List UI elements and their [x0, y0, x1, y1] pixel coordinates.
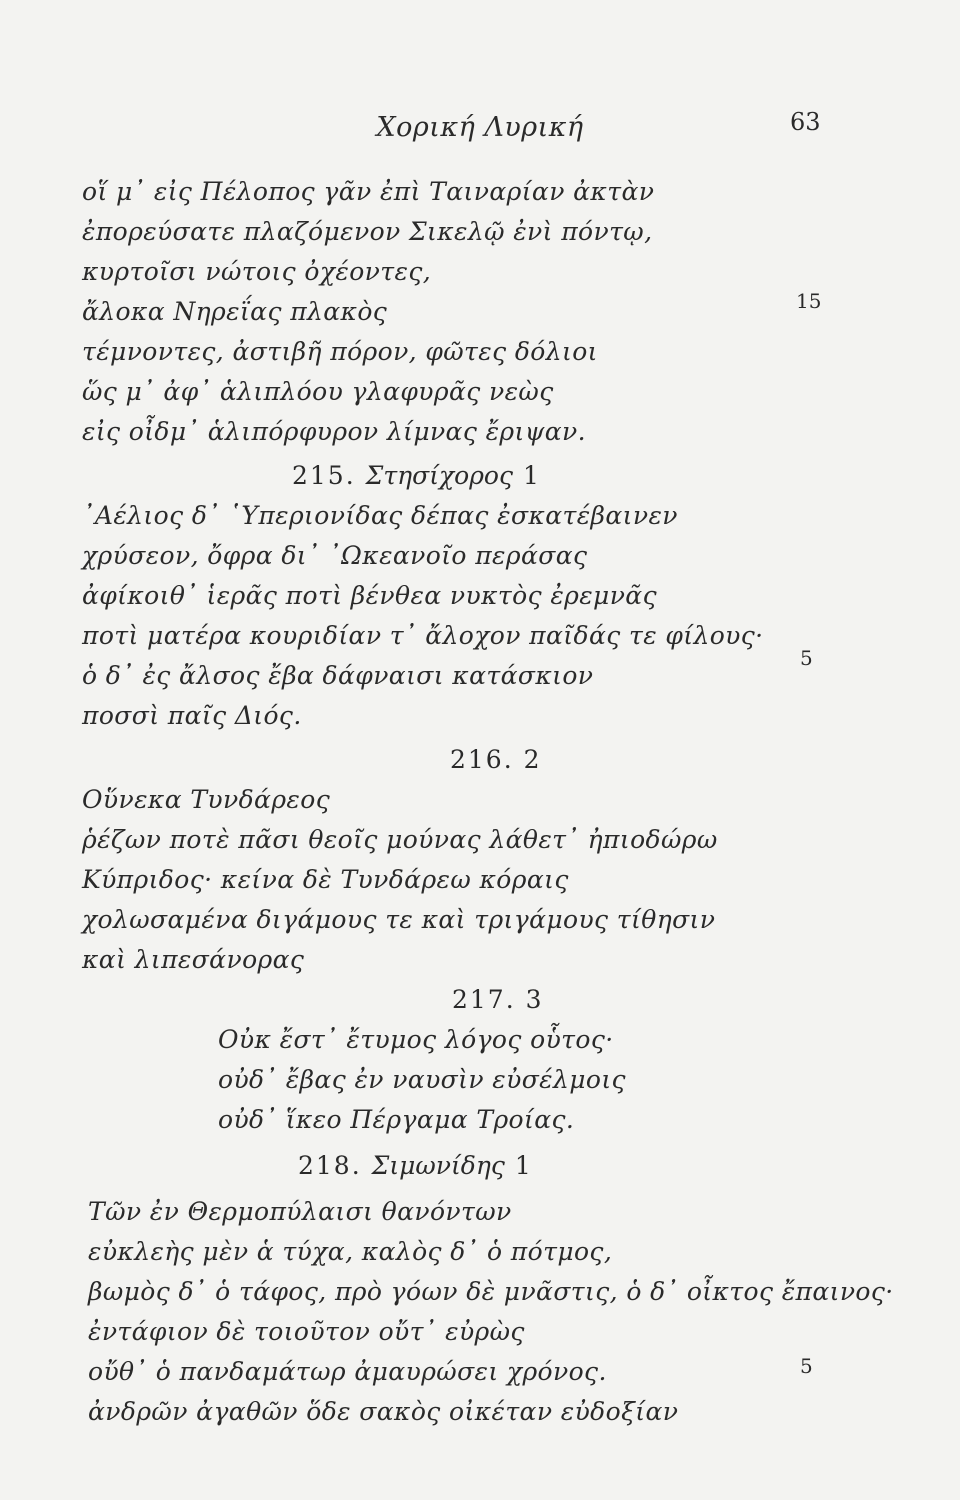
fragment-number: 215.: [292, 461, 356, 490]
author-fragment-number: 2: [523, 745, 540, 774]
author-name: Στησίχορος: [365, 461, 513, 490]
verse-line: οὐδ᾽ ἔβας ἐν ναυσὶν εὐσέλμοις: [218, 1065, 626, 1094]
verse-line: ἐπορεύσατε πλαζόμενον Σικελῷ ἐνὶ πόντῳ,: [82, 217, 653, 246]
verse-line: ἄλοκα Νηρεΐας πλακὸς: [82, 297, 388, 326]
page-number: 63: [790, 108, 821, 136]
verse-line: ῥέζων ποτὲ πᾶσι θεοῖς μούνας λάθετ᾽ ἠπιοδώρω: [82, 825, 718, 854]
section-heading-215: [292, 460, 539, 492]
author-name: Σιμωνίδης: [371, 1151, 505, 1180]
verse-line: ποτὶ ματέρα κουριδίαν τ᾽ ἄλοχον παῖδάς τε φίλους·: [82, 621, 764, 650]
line-number-margin: 5: [800, 646, 813, 670]
author-fragment-number: 1: [514, 1151, 531, 1180]
verse-line: ὁ δ᾽ ἐς ἄλσος ἔβα δάφναισι κατάσκιον: [82, 661, 594, 690]
fragment-number: 216.: [450, 745, 514, 774]
verse-line: καὶ λιπεσάνορας: [82, 945, 305, 974]
line-number-margin: 15: [796, 289, 822, 313]
fragment-number: 218.: [298, 1151, 362, 1180]
verse-line: ὥς μ᾽ ἀφ᾽ ἁλιπλόου γλαφυρᾶς νεὼς: [82, 377, 554, 406]
verse-line: ᾽Αέλιος δ᾽ ῾Υπεριονίδας δέπας ἐσκατέβαινεν: [82, 501, 678, 530]
verse-line: ἐντάφιον δὲ τοιοῦτον οὔτ᾽ εὐρὼς: [88, 1317, 525, 1346]
verse-line: οὔθ᾽ ὁ πανδαμάτωρ ἀμαυρώσει χρόνος.: [88, 1357, 607, 1386]
verse-line: ποσσὶ παῖς Διός.: [82, 701, 302, 730]
verse-line: τέμνοντες, ἀστιβῆ πόρον, φῶτες δόλιοι: [82, 337, 598, 366]
verse-line: Κύπριδος· κείνα δὲ Τυνδάρεω κόραις: [82, 865, 569, 894]
verse-line: βωμὸς δ᾽ ὁ τάφος, πρὸ γόων δὲ μνᾶστις, ὁ δ᾽ οἶκτος ἔπαινος·: [88, 1277, 894, 1306]
verse-line: χρύσεον, ὄφρα δι᾽ ᾽Ωκεανοῖο περάσας: [82, 541, 588, 570]
section-heading-218: [298, 1150, 531, 1182]
running-header-title: Χορική Λυρική: [376, 112, 584, 143]
verse-line: κυρτοῖσι νώτοις ὀχέοντες,: [82, 257, 432, 286]
verse-line: χολωσαμένα διγάμους τε καὶ τριγάμους τίθησιν: [82, 905, 716, 934]
fragment-number: 217.: [452, 985, 516, 1014]
verse-line: εὐκλεὴς μὲν ἁ τύχα, καλὸς δ᾽ ὁ πότμος,: [88, 1237, 613, 1266]
author-fragment-number: 3: [525, 985, 542, 1014]
verse-line: Τῶν ἐν Θερμοπύλαισι θανόντων: [88, 1197, 512, 1226]
verse-line: εἰς οἶδμ᾽ ἁλιπόρφυρον λίμνας ἔριψαν.: [82, 417, 586, 446]
section-heading-217: [452, 984, 542, 1016]
verse-line: Οὕνεκα Τυνδάρεος: [82, 785, 331, 814]
section-heading-216: [450, 744, 540, 776]
verse-line: Οὐκ ἔστ᾽ ἔτυμος λόγος οὗτος·: [218, 1025, 614, 1054]
verse-line: οἵ μ᾽ εἰς Πέλοπος γᾶν ἐπὶ Ταιναρίαν ἀκτὰν: [82, 177, 655, 206]
verse-line: ἀφίκοιθ᾽ ἱερᾶς ποτὶ βένθεα νυκτὸς ἐρεμνᾶς: [82, 581, 657, 610]
verse-line: οὐδ᾽ ἵκεο Πέργαμα Τροίας.: [218, 1105, 575, 1134]
author-fragment-number: 1: [522, 461, 539, 490]
verse-line: ἀνδρῶν ἀγαθῶν ὅδε σακὸς οἰκέταν εὐδοξίαν: [88, 1397, 679, 1426]
line-number-margin: 5: [800, 1354, 813, 1378]
